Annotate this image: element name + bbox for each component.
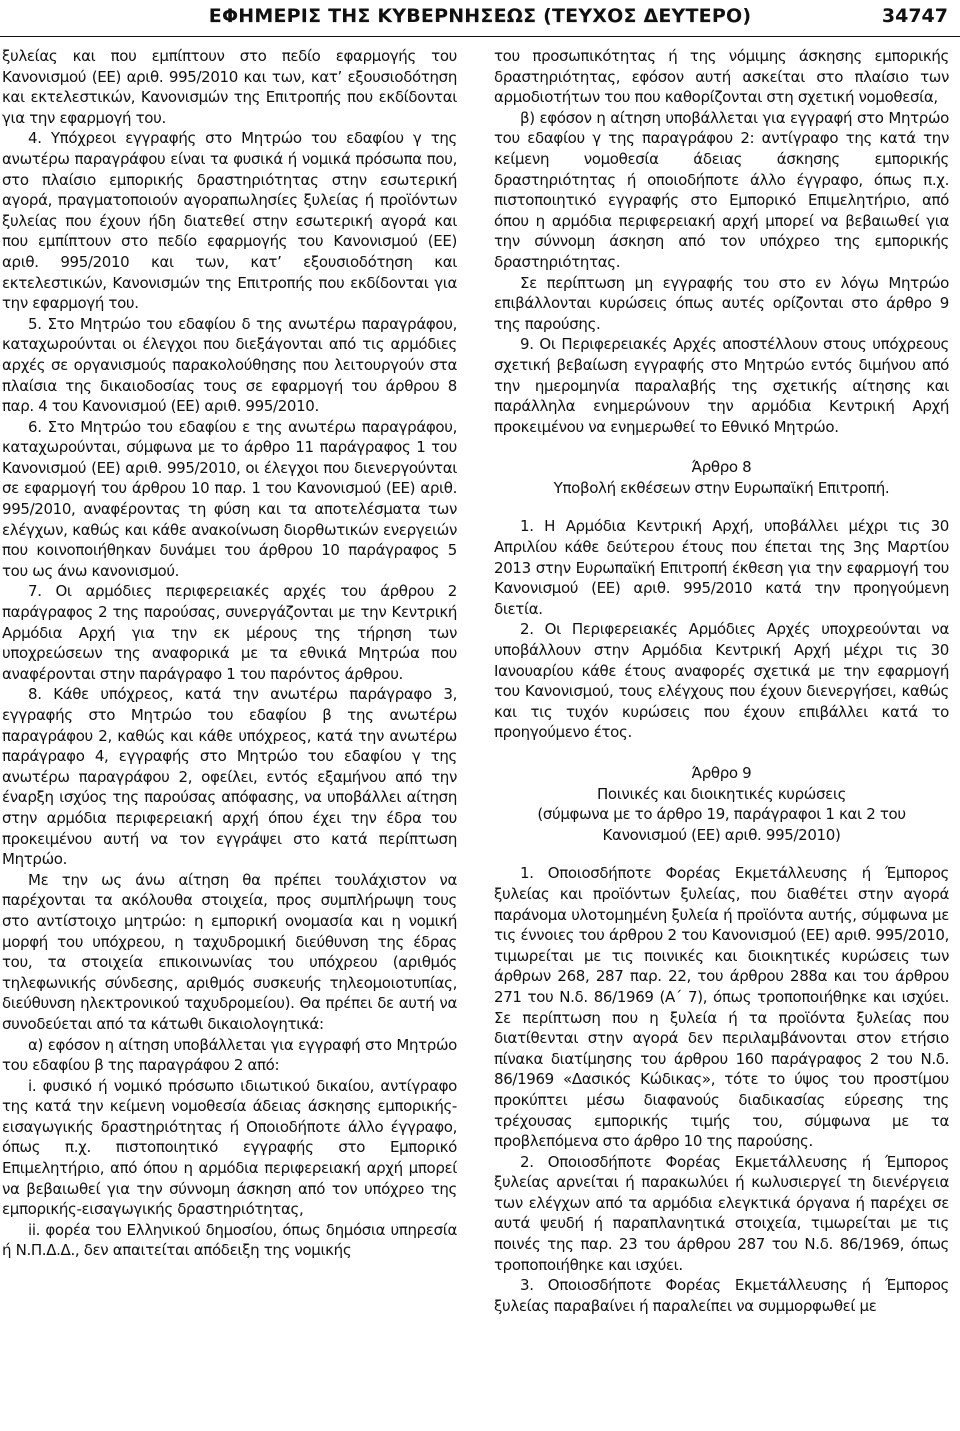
article-8-title: Άρθρο 8 [691, 458, 752, 477]
paragraph: ii. φορέα του Ελληνικού δημοσίου, όπως δημόσια υπηρεσία ή Ν.Π.Δ.Δ., δεν απαιτείται απόδειξη της νομικής [2, 1220, 457, 1260]
paragraph: του προσωπικότητας ή της νόμιμης άσκησης εμπορικής δραστηριότητας, εφόσον αυτή ασκείται στο πλαίσιο των αρμοδιοτήτων του που καθορίζονται στη σχετική νομοθεσία, [494, 47, 949, 107]
page-number: 34747 [881, 5, 948, 27]
paragraph: 3. Οποιοσδήποτε Φορέας Εκμετάλλευσης ή Έμπορος ξυλείας παραβαίνει ή παραλείπει να συμμορφωθεί με [494, 1276, 949, 1315]
paragraph: β) εφόσον η αίτηση υποβάλλεται για εγγραφή στο Μητρώο του εδαφίου γ της παραγράφου 2: αντίγραφο της κατά την κείμενη νομοθεσία άδειας άσκησης εμπορικής δραστηριότητας ή οποιοδήποτε άλλο έγγραφο, όπως π.χ. πιστοποιητικό εγγραφής στο Εμπορικό Επιμελητήριο, από όπου η αρμόδια περιφερειακή αρχή μπορεί να βεβαιωθεί για την σύννομη άσκηση από τον υπόχρεο της εμπορικής δραστηριότητας. [494, 108, 949, 271]
paragraph: 8. Κάθε υπόχρεος, κατά την ανωτέρω παράγραφο 3, εγγραφής στο Μητρώο του εδαφίου β της ανωτέρω παραγράφου 2, καθώς και κάθε υπόχρεος, κατά την ανωτέρω παράγραφο 4, εγγραφής στο Μητρώο του εδαφίου γ της ανωτέρω παραγράφου 2, οφείλει, εντός εξαμήνου από την έναρξη ισχύος της παρούσας απόφασης, να υποβάλλει αίτηση στην αρμόδια περιφερειακή αρχή όπου έχει την έδρα του προκειμένου αυτή να τον εγγράψει στο κατά περίπτωση Μητρώο. [2, 685, 457, 869]
paragraph: 1. Η Αρμόδια Κεντρική Αρχή, υποβάλλει μέχρι τις 30 Απριλίου κάθε δεύτερου έτους που έπεται της 3ης Μαρτίου 2013 στην Ευρωπαϊκή Επιτροπή έκθεση για την εφαρμογή του Κανονισμού (ΕΕ) αριθ. 995/2010 κατά την προηγούμενη διετία. [494, 517, 949, 618]
right-column [494, 46, 949, 1316]
header-rule [0, 36, 960, 37]
paragraph: i. φυσικό ή νομικό πρόσωπο ιδιωτικού δικαίου, αντίγραφο της κατά την κείμενη νομοθεσία άδειας άσκησης εμπορικής-εισαγωγικής δραστηριότητας ή Οποιοδήποτε άλλο έγγραφο, όπως π.χ. πιστοποιητικό εγγραφής στο Εμπορικό Επιμελητήριο, από όπου η αρμόδια περιφερειακή αρχή μπορεί να βεβαιωθεί για την σύννομη άσκηση από τον υπόχρεο της εμπορικής-εισαγωγικής δραστηριότητας, [2, 1076, 457, 1219]
paragraph: 4. Υπόχρεοι εγγραφής στο Μητρώο του εδαφίου γ της ανωτέρω παραγράφου είναι τα φυσικά ή νομικά πρόσωπα που, στο πλαίσιο εμπορικής δραστηριότητας στην εσωτερική αγορά, πραγματοποιούν αγοραπωλησίες ξυλείας ή προϊόντων ξυλείας που έχουν ήδη διατεθεί στην εσωτερική αγορά και που εμπίπτουν στο πεδίο εφαρμογής του Κανονισμού (ΕΕ) αριθ. 995/2010 και των, κατ’ εξουσιοδότηση και εκτελεστικών, Κανονισμών της Επιτροπής που εκδίδονται για την εφαρμογή του. [2, 129, 457, 313]
gazette-title: ΕΦΗΜΕΡΙΣ ΤΗΣ ΚΥΒΕΡΝΗΣΕΩΣ (ΤΕΥΧΟΣ ΔΕΥΤΕΡΟ) [208, 5, 752, 27]
article-9-subtitle: Ποινικές και διοικητικές κυρώσεις [596, 784, 847, 803]
article-9-subtitle-reference: (σύμφωνα με το άρθρο 19, παράγραφοι 1 και 2 του Κανονισμού (ΕΕ) αριθ. 995/2010) [537, 805, 906, 844]
paragraph: 1. Οποιοσδήποτε Φορέας Εκμετάλλευσης ή Έμπορος ξυλείας και προϊόντων ξυλείας, που διαθέτει στην αγορά παράνομα υλοτομημένη ξυλεία ή προϊόντα αυτής, σύμφωνα με τις έννοιες του άρθρου 2 του Κανονισμού (ΕΕ) αριθ. 995/2010, τιμωρείται με τις ποινικές και διοικητικές κυρώσεις των άρθρων 268, 287 παρ. 22, του άρθρου 288α και του άρθρου 271 του Ν.δ. 86/1969 (Α΄ 7), όπως τροποποιήθηκε και ισχύει. Σε περίπτωση που η ξυλεία ή τα προϊόντα ξυλείας που διατίθενται στην αγορά δεν περιλαμβάνονται στον ετήσιο πίνακα διατίμησης του άρθρου 160 παράγραφος 2 του Ν.δ. 86/1969 «Δασικός Κώδικας», τότε το ύψος του προστίμου προκύπτει μέσω διαφανούς διαδικασίας εύρεσης της τρέχουσας εμπορικής τιμής του, σύμφωνα με τα προβλεπόμενα στο άρθρο 10 της παρούσης. [494, 864, 949, 1151]
article-9-title: Άρθρο 9 [691, 764, 752, 782]
paragraph: Με την ως άνω αίτηση θα πρέπει τουλάχιστον να παρέχονται τα ακόλουθα στοιχεία, προς συμπλήρωψη τους στο αντίστοιχο μητρώο: η εμπορική ονομασία και η νομική μορφή του υπόχρεου, η ταχυδρομική διεύθυνση της έδρας του, τα στοιχεία επικοινωνίας του υπόχρεου (αριθμός τηλεφωνικής σύνδεσης, αριθμός συσκευής τηλεομοιοτυπίας, διεύθυνση ηλεκτρονικού ταχυδρομείου). Θα πρέπει δε αυτή να συνοδεύεται από τα κάτωθι δικαιολογητικά: [2, 870, 457, 1033]
paragraph: 2. Οι Περιφερειακές Αρμόδιες Αρχές υποχρεούνται να υποβάλλουν στην Αρμόδια Κεντρική Αρχή μέχρι τις 30 Ιανουαρίου κάθε έτους αναφορές σχετικά με την εφαρμογή του Κανονισμού, τους ελέγχους που έχουν διενεργήσει, καθώς και τις τυχόν κυρώσεις που έχουν επιβάλλει κατά το προηγούμενο έτος. [494, 620, 949, 742]
paragraph: Σε περίπτωση μη εγγραφής του στο εν λόγω Μητρώο επιβάλλονται κυρώσεις όπως αυτές ορίζονται στο άρθρο 9 της παρούσης. [494, 273, 949, 333]
left-column [2, 46, 457, 1261]
paragraph: 2. Οποιοσδήποτε Φορέας Εκμετάλλευσης ή Έμπορος ξυλείας αρνείται ή παρακωλύει ή κωλυσιεργεί τη διενέργεια των ελέγχων από τα αρμόδια ελεγκτικά όργανα ή παρέχει σε αυτά ψευδή ή παραπλανητικά στοιχεία, τιμωρείται με τις ποινές της παρ. 23 του άρθρου 287 του Ν.δ. 86/1969, όπως τροποποιήθηκε και ισχύει. [494, 1152, 949, 1274]
paragraph: 9. Οι Περιφερειακές Αρχές αποστέλλουν στους υπόχρεους σχετική βεβαίωση εγγραφής στο Μητρώο εντός διμήνου από την ημερομηνία παραλαβής της σχετικής αίτησης και παράλληλα ενημερώνουν την αρμόδια Κεντρική Αρχή προκειμένου να ενημερωθεί το Εθνικό Μητρώο. [494, 335, 949, 436]
paragraph: α) εφόσον η αίτηση υποβάλλεται για εγγραφή στο Μητρώο του εδαφίου β της παραγράφου 2 από: [2, 1035, 457, 1075]
page-header [0, 0, 960, 34]
paragraph: ξυλείας και που εμπίπτουν στο πεδίο εφαρμογής του Κανονισμού (ΕΕ) αριθ. 995/2010 και των, κατ’ εξουσιοδότηση και εκτελεστικών, Κανονισμών της Επιτροπής που εκδίδονται για την εφαρμογή του. [2, 47, 457, 127]
paragraph: 7. Οι αρμόδιες περιφερειακές αρχές του άρθρου 2 παράγραφος 2 της παρούσας, συνεργάζονται με την Κεντρική Αρμόδια Αρχή για την εκ μέρους της τήρηση των υποχρεώσεων της αναφορικά με τα εθνικά Μητρώα που αναφέρονται στην παράγραφο 1 του παρόντος άρθρου. [2, 582, 457, 683]
article-8-subtitle: Υποβολή εκθέσεων στην Ευρωπαϊκή Επιτροπή. [553, 478, 890, 497]
paragraph: 5. Στο Μητρώο του εδαφίου δ της ανωτέρω παραγράφου, καταχωρούνται οι έλεγχοι που διεξάγονται από τις αρμόδιες αρχές σε οργανισμούς παρακολούθησης που λειτουργούν στα πλαίσια της δικαιοδοσίας τους σε εφαρμογή του άρθρου 8 παρ. 4 του Κανονισμού (ΕΕ) αριθ. 995/2010. [2, 314, 457, 416]
paragraph: 6. Στο Μητρώο του εδαφίου ε της ανωτέρω παραγράφου, καταχωρούνται, σύμφωνα με το άρθρο 11 παράγραφος 1 του Κανονισμού (ΕΕ) αριθ. 995/2010, οι έλεγχοι που διενεργούνται σε εφαρμογή του άρθρου 10 παρ. 1 του Κανονισμού (ΕΕ) αριθ. 995/2010, αναφέροντας τη φύση και τα αποτελέσματα των ελέγχων, καθώς και κάθε ανακοίνωση διορθωτικών ενεργειών που κοινοποιήθηκαν δυνάμει του άρθρου 10 παράγραφος 5 του ως άνω κανονισμού. [2, 417, 457, 580]
